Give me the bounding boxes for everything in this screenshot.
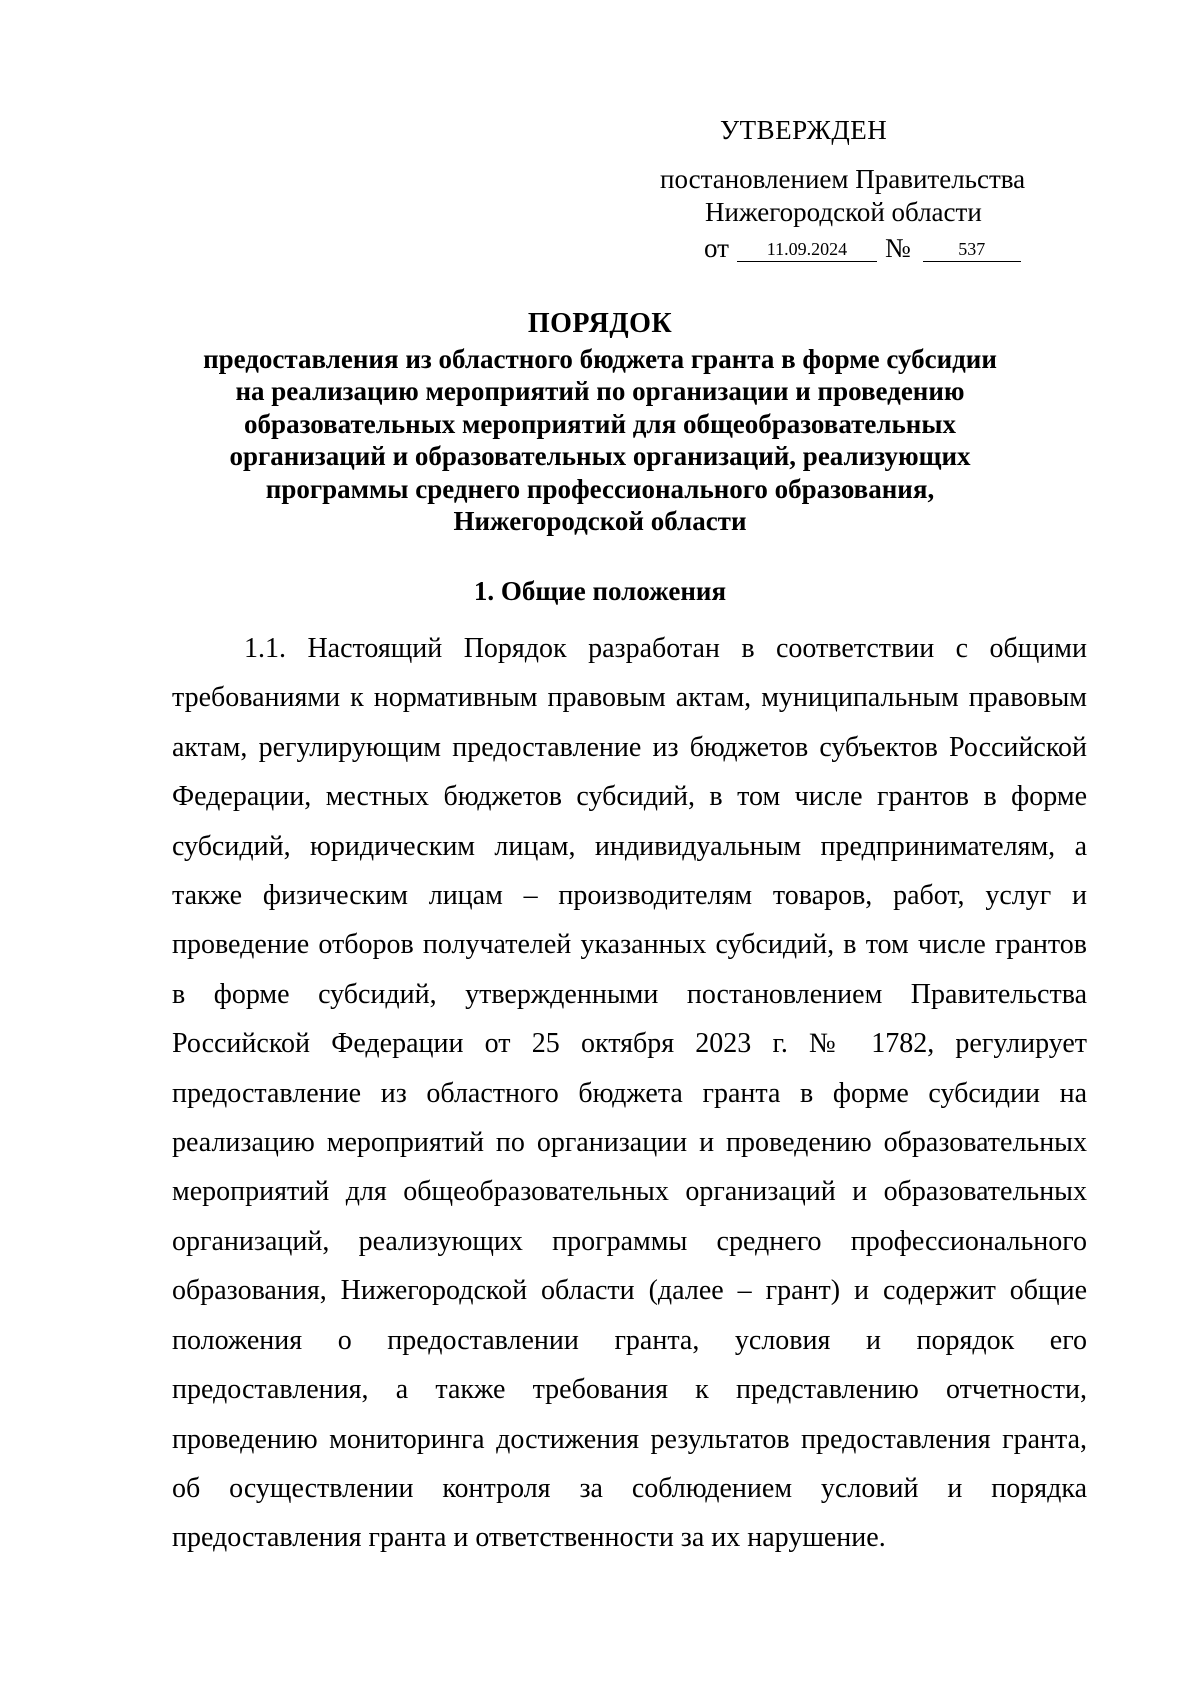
number-sign: №	[884, 233, 911, 263]
date-prefix: от	[704, 233, 729, 263]
approval-line-region: Нижегородской области	[705, 197, 982, 227]
approval-date-number-line	[704, 232, 1021, 265]
approval-line-resolution: постановлением Правительства	[660, 164, 1026, 194]
paragraph-1-1: 1.1. Настоящий Порядок разработан в соответствии с общими требованиями к нормативным правовым актам, муниципальным правовым актам, регулирующим предоставление из бюджетов субъектов Российской Федерации, местных бюджетов субсидий, в том числе грантов в форме субсидий, юридическим лицам, индивидуальным предпринимателям, а также физическим лицам – производителям товаров, работ, услуг и проведение отборов получателей указанных субсидий, в том числе грантов в форме субсидий, утвержденными постановлением Правительства Российской Федерации от 25 октября 2023 г. № 1782, регулирует предоставление из областного бюджета гранта в форме субсидии на реализацию мероприятий по организации и проведению образовательных мероприятий для общеобразовательных организаций и образовательных организаций, реализующих программы среднего профессионального образования, Нижегородской области (далее – грант) и содержит общие положения о предоставлении гранта, условия и порядок его предоставления, а также требования к представлению отчетности, проведению мониторинга достижения результатов предоставления гранта, об осуществлении контроля за соблюдением условий и порядка предоставления гранта и ответственности за их нарушение.	[172, 633, 1087, 1554]
subtitle-line: организаций и образовательных организаций, реализующих	[229, 441, 971, 471]
approved-label: УТВЕРЖДЕН	[720, 115, 888, 145]
subtitle-line: образовательных мероприятий для общеобразовательных	[244, 408, 956, 439]
approval-number-field: 537	[923, 237, 1021, 262]
approval-date-field: 11.09.2024	[737, 237, 877, 262]
subtitle-line: предоставления из областного бюджета гранта в форме субсидии	[203, 343, 997, 374]
document-title-block	[130, 308, 1070, 538]
subtitle-line: на реализацию мероприятий по организации и проведению	[235, 376, 965, 406]
section-heading: 1. Общие положения	[473, 576, 727, 606]
subtitle-line: Нижегородской области	[453, 506, 747, 536]
subtitle-line: программы среднего профессионального образования,	[265, 473, 935, 504]
document-title: ПОРЯДОК	[527, 308, 673, 339]
